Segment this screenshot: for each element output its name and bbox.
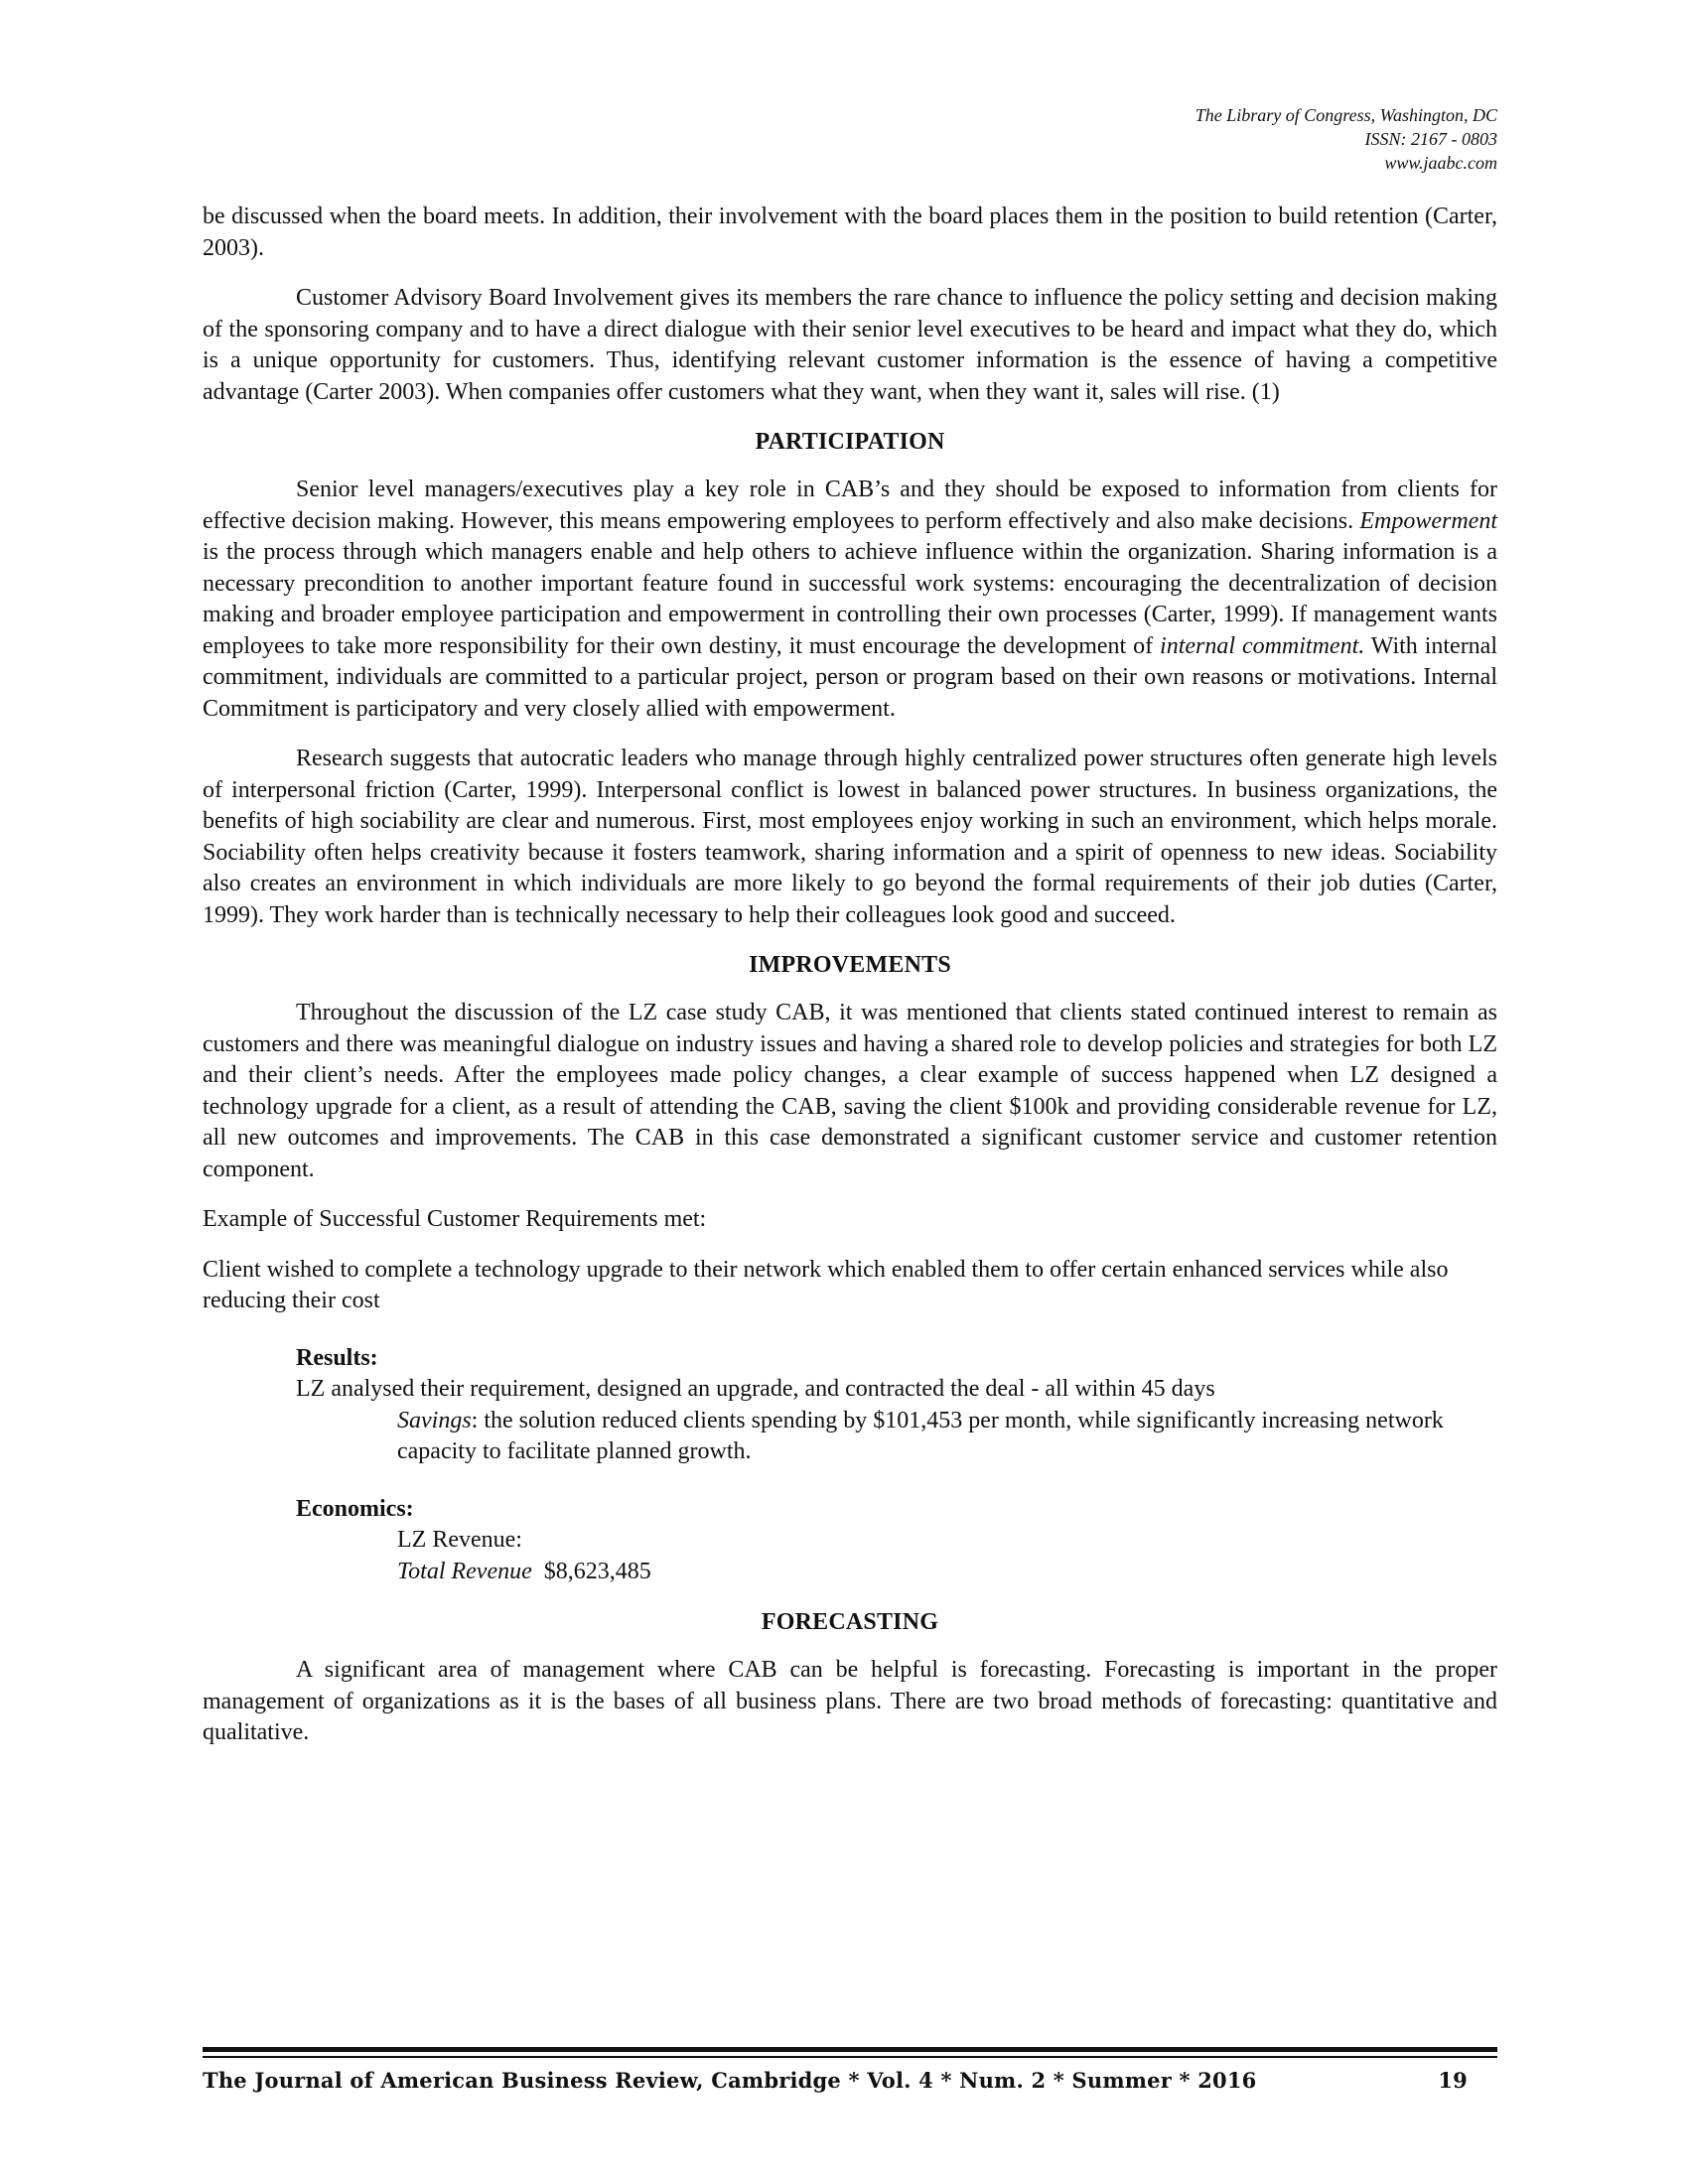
paragraph-participation — [203, 475, 1497, 725]
total-revenue-label: Total Revenue — [397, 1558, 532, 1584]
heading-forecasting: FORECASTING — [761, 1609, 939, 1635]
page-number: 19 — [1438, 2068, 1468, 2093]
lz-revenue-label: LZ Revenue: — [397, 1527, 522, 1553]
running-footer — [203, 2068, 1497, 2102]
header-issn: ISSN: 2167 - 0803 — [1364, 129, 1497, 149]
results-heading: Results: — [296, 1344, 378, 1371]
heading-participation: PARTICIPATION — [755, 429, 945, 455]
term-internal-commitment: internal commitment. — [1160, 632, 1365, 659]
client-line: Client wished to complete a technology upgrade to their network which enabled them to offer certain enhanced services while also reducing their cost — [203, 1256, 1449, 1313]
running-header — [902, 103, 1497, 175]
paragraph-improvements: Throughout the discussion of the LZ case study CAB, it was mentioned that clients stated continued interest to remain as customers and there was meaningful dialogue on industry issues and having a shared role to develop policies and strategies for both LZ and their client’s needs. After the employees made policy changes, a clear example of success happened when LZ designed a technology upgrade for a client, as a result of attending the CAB, saving the client $100k and providing considerable revenue for LZ, all new outcomes and improvements. The CAB in this case demonstrated a significant customer service and customer retention component. — [203, 1000, 1497, 1182]
paragraph-continued: be discussed when the board meets. In addition, their involvement with the board places them in the position to build retention (Carter, 2003). — [203, 204, 1497, 261]
paragraph-forecasting: A significant area of management where CAB can be helpful is forecasting. Forecasting is important in the proper management of organizations as it is the bases of all business plans. There are two broad methods of forecasting: quantitative and qualitative. — [203, 1657, 1497, 1745]
participation-text-3: With internal commitment, individuals are committed to a particular project, person or program based on their own reasons or motivations. Internal Commitment is participatory and very closely allied with empowerment. — [203, 632, 1498, 722]
footer-rule-thin — [203, 2056, 1497, 2058]
savings-line — [397, 1406, 1497, 1468]
term-empowerment: Empowerment — [1359, 507, 1497, 534]
participation-text-2: is the process through which managers enable and help others to achieve influence within the organization. Sharing information is a necessary precondition to another important feature found in successful work systems: encouraging the decentralization of decision making and broader employee participation and empowerment in controlling their own processes (Carter, 1999). If management wants employees to take more responsibility for their own destiny, it must encourage the development of — [203, 539, 1497, 659]
heading-improvements: IMPROVEMENTS — [749, 952, 951, 978]
paragraph-cab-involvement: Customer Advisory Board Involvement gives its members the rare chance to influence the policy setting and decision making of the sponsoring company and to have a direct dialogue with their senior level executives to be heard and impact what they do, which is a unique opportunity for customers. Thus, identifying relevant customer information is the essence of having a competitive advantage (Carter 2003). When companies offer customers what they want, when they want it, sales will rise. (1) — [203, 285, 1497, 405]
results-line: LZ analysed their requirement, designed an upgrade, and contracted the deal - all within 45 days — [296, 1376, 1215, 1402]
total-revenue-line — [397, 1557, 1497, 1588]
savings-label: Savings — [397, 1407, 472, 1433]
total-revenue-value: $8,623,485 — [531, 1558, 651, 1584]
footer-rule-thick — [203, 2047, 1497, 2052]
footer-journal-citation: The Journal of American Business Review, Cambridge * Vol. 4 * Num. 2 * Summer * 2016 — [203, 2068, 1257, 2093]
economics-heading: Economics: — [296, 1495, 414, 1522]
example-line: Example of Successful Customer Requirements met: — [203, 1206, 707, 1232]
participation-text-1: Senior level managers/executives play a key role in CAB’s and they should be exposed to information from clients for effective decision making. However, this means empowering employees to perform effectively and also make decisions. — [203, 477, 1497, 534]
header-library: The Library of Congress, Washington, DC — [1195, 105, 1497, 125]
header-website: www.jaabc.com — [1384, 153, 1497, 173]
paragraph-research: Research suggests that autocratic leaders who manage through highly centralized power structures often generate high levels of interpersonal friction (Carter, 1999). Interpersonal conflict is lowest in balanced power structures. In business organizations, the benefits of high sociability are clear and numerous. First, most employees enjoy working in such an environment, which helps morale. Sociability often helps creativity because it fosters teamwork, sharing information and a spirit of openness to new ideas. Sociability also creates an environment in which individuals are more likely to go beyond the formal requirements of their job duties (Carter, 1999). They work harder than is technically necessary to help their colleagues look good and succeed. — [203, 746, 1497, 928]
savings-text: : the solution reduced clients spending by $101,453 per month, while significantly increasing network capacity to facilitate planned growth. — [397, 1407, 1444, 1464]
article-body — [203, 202, 1497, 1768]
